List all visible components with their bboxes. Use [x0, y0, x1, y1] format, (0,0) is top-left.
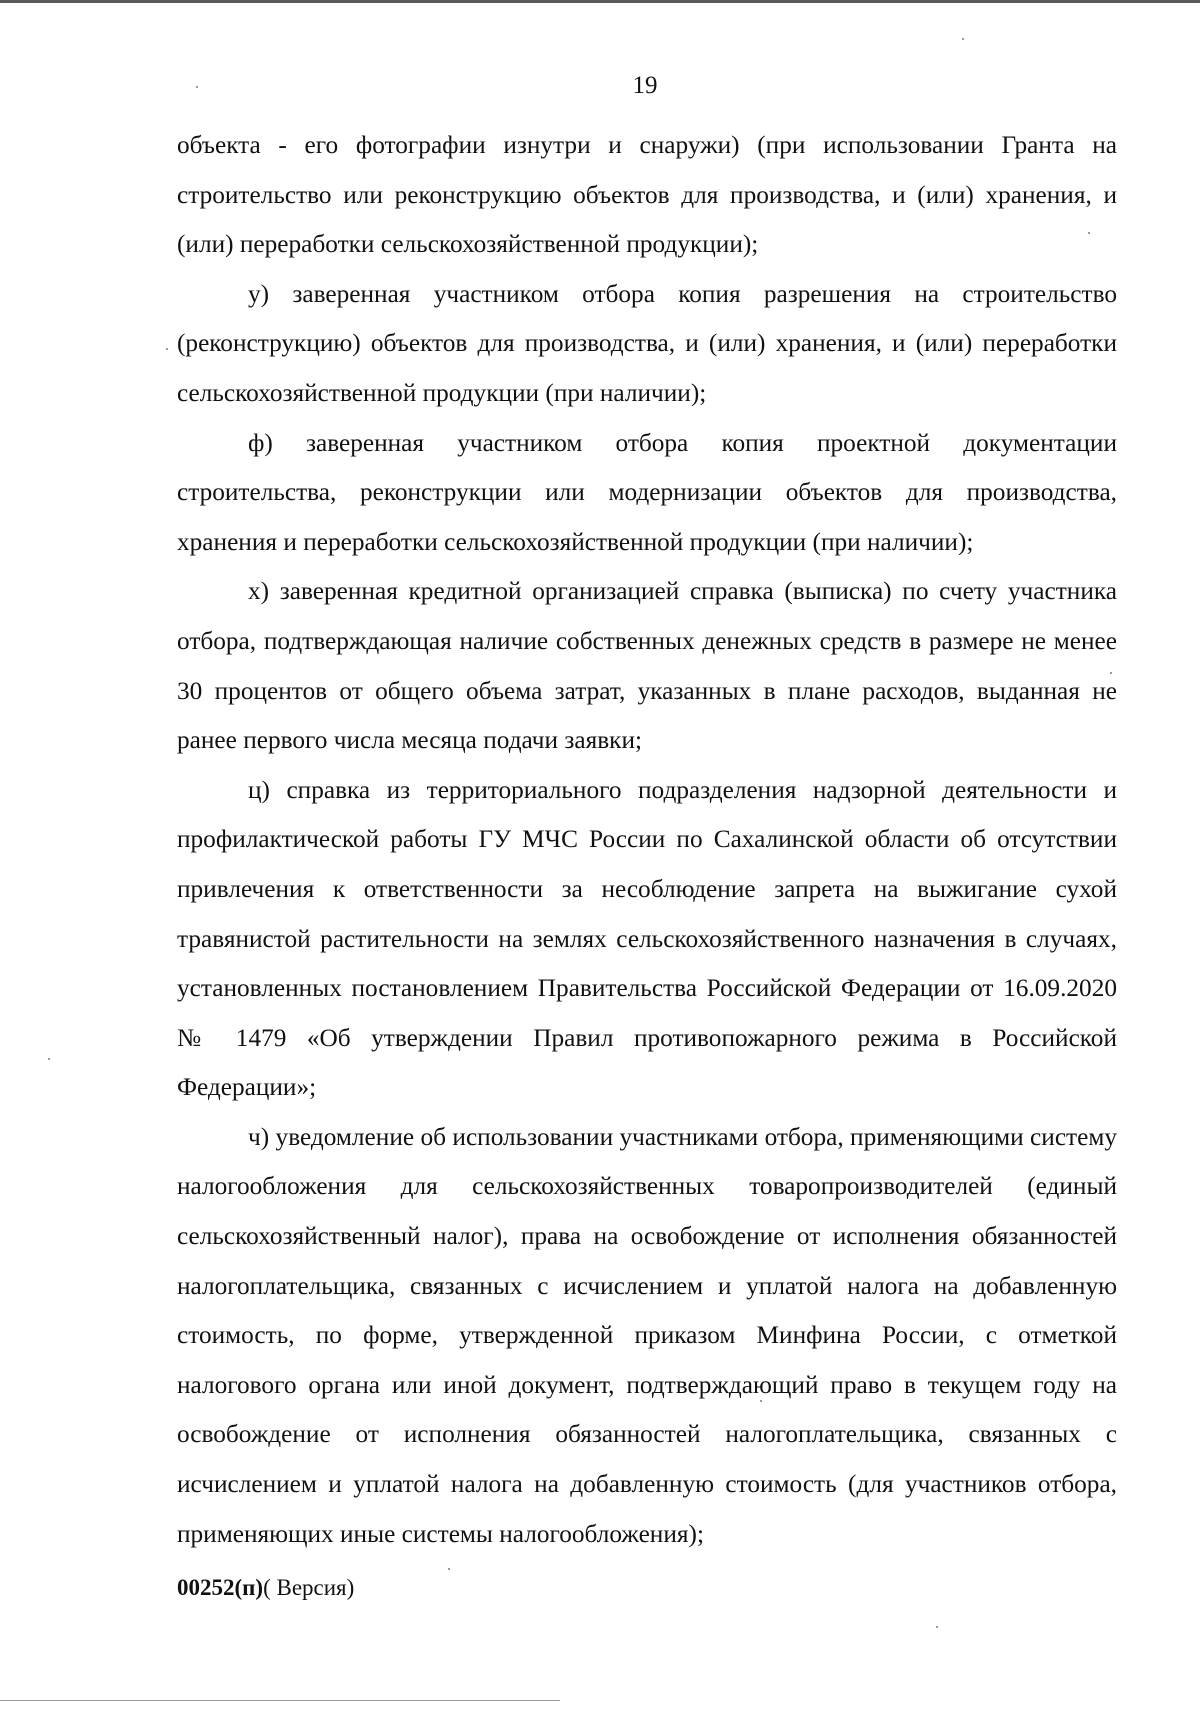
- scan-speck: [1088, 232, 1090, 234]
- scan-speck: [936, 1626, 938, 1628]
- paragraph-u: у) заверенная участником отбора копия разрешения на строительство (реконструкцию) объектов для производства, и (или) хранения, и (или) переработки сельскохозяйственной продукции (при наличии);: [177, 279, 1117, 407]
- paragraph-f: ф) заверенная участником отбора копия проектной документации строительства, реконструкции или модернизации объектов для производства, хранения и переработки сельскохозяйственной продукции (при наличии);: [177, 428, 1117, 556]
- scan-speck: [48, 1058, 50, 1060]
- document-body: [177, 121, 1117, 1559]
- document-code: 00252(п): [177, 1575, 264, 1600]
- document-footer: [177, 1573, 354, 1603]
- scan-speck: [196, 86, 198, 88]
- paragraph-ch: ч) уведомление об использовании участниками отбора, применяющими систему налогообложения для сельскохозяйственных товаропроизводителей (единый сельскохозяйственный налог), права на освобождение от исполнения обязанностей налогоплательщика, связанных с исчислением и уплатой налога на добавленную стоимость, по форме, утвержденной приказом Минфина России, с отметкой налогового органа или иной документ, подтверждающий право в текущем году на освобождение от исполнения обязанностей налогоплательщика, связанных с исчислением и уплатой налога на добавленную стоимость (для участников отбора, применяющих иные системы налогообложения);: [177, 1122, 1117, 1548]
- scan-speck: [166, 348, 168, 350]
- paragraph-kh: х) заверенная кредитной организацией справка (выписка) по счету участника отбора, подтверждающая наличие собственных денежных средств в размере не менее 30 процентов от общего объема затрат, указанных в плане расходов, выданная не ранее первого числа месяца подачи заявки;: [177, 577, 1117, 755]
- paragraph-ts: ц) справка из территориального подразделения надзорной деятельности и профилактической работы ГУ МЧС России по Сахалинской области об отсутствии привлечения к ответственности за несоблюдение запрета на выжигание сухой травянистой растительности на землях сельскохозяйственного назначения в случаях, установленных постановлением Правительства Российской Федерации от 16.09.2020 № 1479 «Об утверждении Правил противопожарного режима в Российской Федерации»;: [177, 775, 1117, 1102]
- scan-bottom-edge: [0, 1700, 560, 1701]
- scan-speck: [1110, 672, 1112, 674]
- scan-top-edge: [0, 0, 1200, 3]
- document-version: ( Версия): [263, 1575, 355, 1600]
- paragraph-continuation: объекта - его фотографии изнутри и снаружи) (при использовании Гранта на строительство или реконструкцию объектов для производства, и (или) хранения, и (или) переработки сельскохозяйственной продукции);: [177, 131, 1117, 259]
- scan-speck: [760, 1400, 762, 1402]
- scan-speck: [448, 1568, 450, 1570]
- page-number: 19: [632, 72, 658, 99]
- scan-speck: [962, 38, 964, 40]
